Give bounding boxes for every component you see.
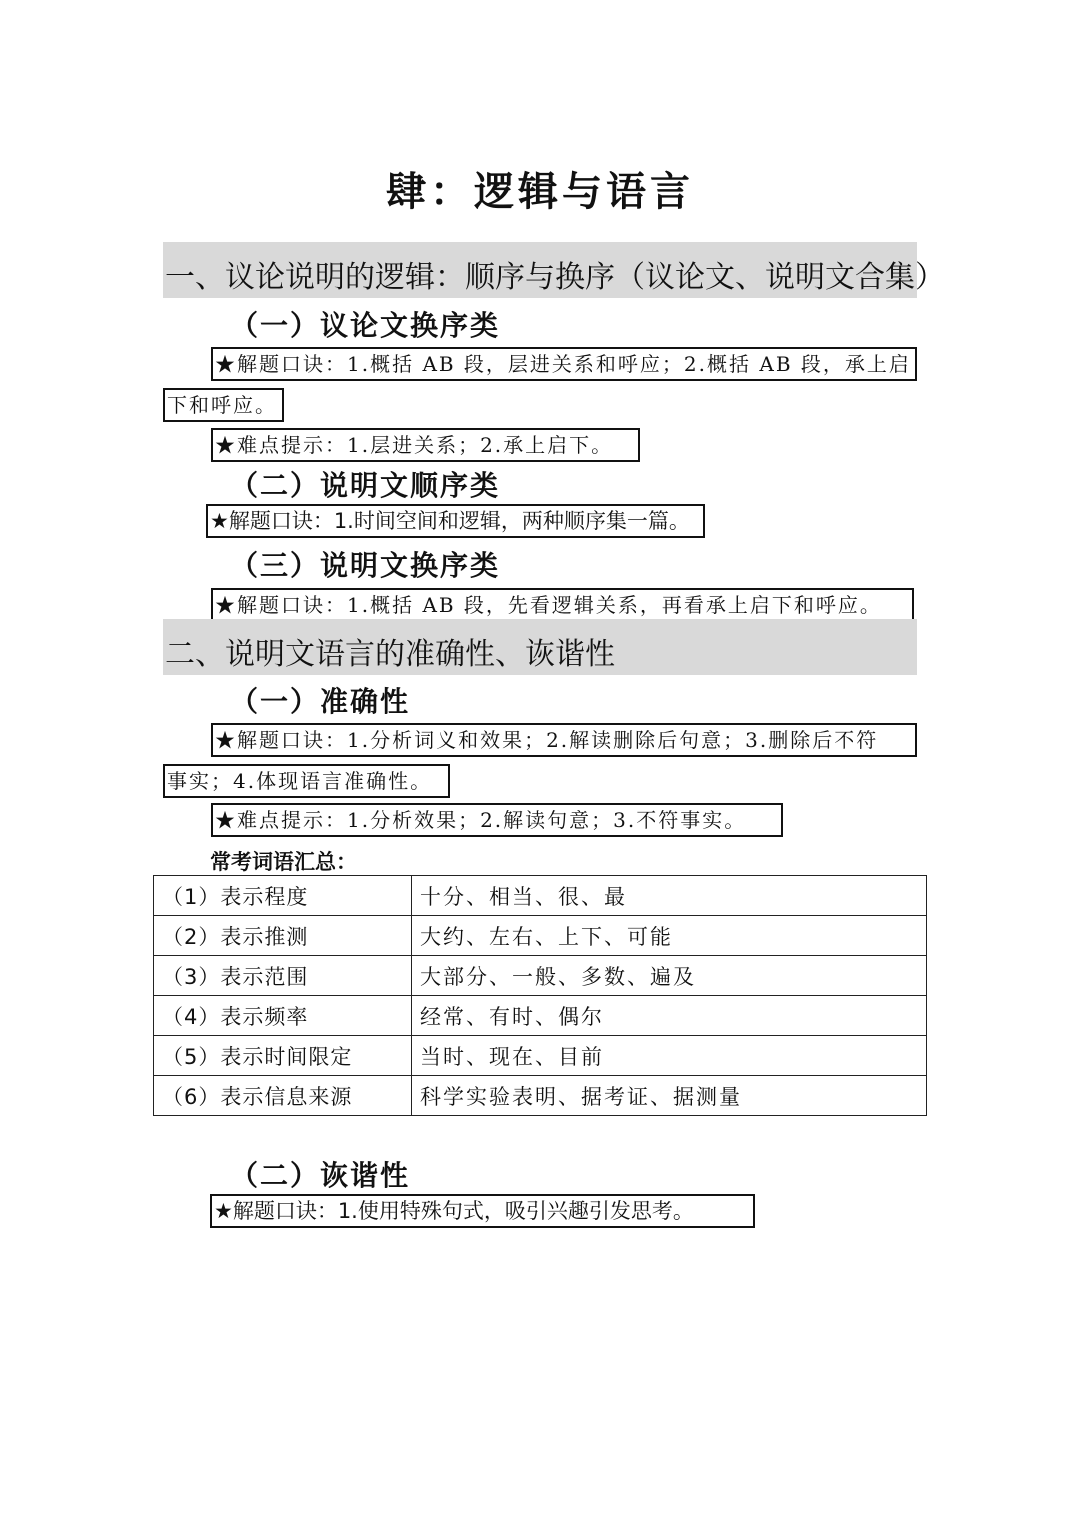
subsection-2-2-title: （二）诙谐性 [230, 1159, 411, 1192]
subsection-2-1-title: （一）准确性 [230, 685, 411, 718]
vocab-heading: 常考词语汇总： [210, 850, 357, 874]
table-row [154, 876, 927, 916]
vocab-category: （2）表示推测 [154, 916, 412, 956]
tip-box-2-2: ★解题口诀：1.使用特殊句式，吸引兴趣引发思考。 [210, 1194, 755, 1228]
vocab-words: 大约、左右、上下、可能 [412, 916, 927, 956]
vocab-words: 科学实验表明、据考证、据测量 [412, 1076, 927, 1116]
section-1-heading: 一、议论说明的逻辑：顺序与换序（议论文、说明文合集） [165, 260, 945, 295]
table-row [154, 956, 927, 996]
vocab-words: 大部分、一般、多数、遍及 [412, 956, 927, 996]
hint-box-2-1: ★难点提示：1.分析效果；2.解读句意；3.不符事实。 [211, 803, 783, 837]
subsection-1-2-title: （二）说明文顺序类 [230, 469, 501, 502]
vocab-category: （6）表示信息来源 [154, 1076, 412, 1116]
hint-box-1-1: ★难点提示：1.层进关系；2.承上启下。 [211, 428, 640, 462]
vocab-category: （3）表示范围 [154, 956, 412, 996]
subsection-1-3-title: （三）说明文换序类 [230, 549, 501, 582]
section-1-band [163, 242, 945, 298]
tip-box-2-1-line2: 事实；4.体现语言准确性。 [163, 764, 450, 798]
tip-box-1-1-line1: ★解题口诀：1.概括 AB 段，层进关系和呼应；2.概括 AB 段，承上启 [211, 347, 917, 381]
vocab-words: 十分、相当、很、最 [412, 876, 927, 916]
table-row [154, 996, 927, 1036]
page-title: 肆：逻辑与语言 [386, 169, 694, 215]
tip-box-2-1-line1: ★解题口诀：1.分析词义和效果；2.解读删除后句意；3.删除后不符 [211, 723, 917, 757]
table-row [154, 1036, 927, 1076]
vocab-category: （1）表示程度 [154, 876, 412, 916]
tip-box-1-1-line2: 下和呼应。 [163, 388, 284, 422]
section-2-heading: 二、说明文语言的准确性、诙谐性 [165, 637, 615, 672]
vocab-words: 经常、有时、偶尔 [412, 996, 927, 1036]
vocab-table [153, 875, 927, 1116]
tip-box-1-3: ★解题口诀：1.概括 AB 段，先看逻辑关系，再看承上启下和呼应。 [211, 588, 914, 622]
vocab-words: 当时、现在、目前 [412, 1036, 927, 1076]
table-row [154, 916, 927, 956]
section-2-band [163, 619, 917, 675]
table-row [154, 1076, 927, 1116]
vocab-category: （5）表示时间限定 [154, 1036, 412, 1076]
tip-box-1-2: ★解题口诀：1.时间空间和逻辑，两种顺序集一篇。 [206, 504, 705, 538]
subsection-1-1-title: （一）议论文换序类 [230, 309, 501, 342]
vocab-category: （4）表示频率 [154, 996, 412, 1036]
